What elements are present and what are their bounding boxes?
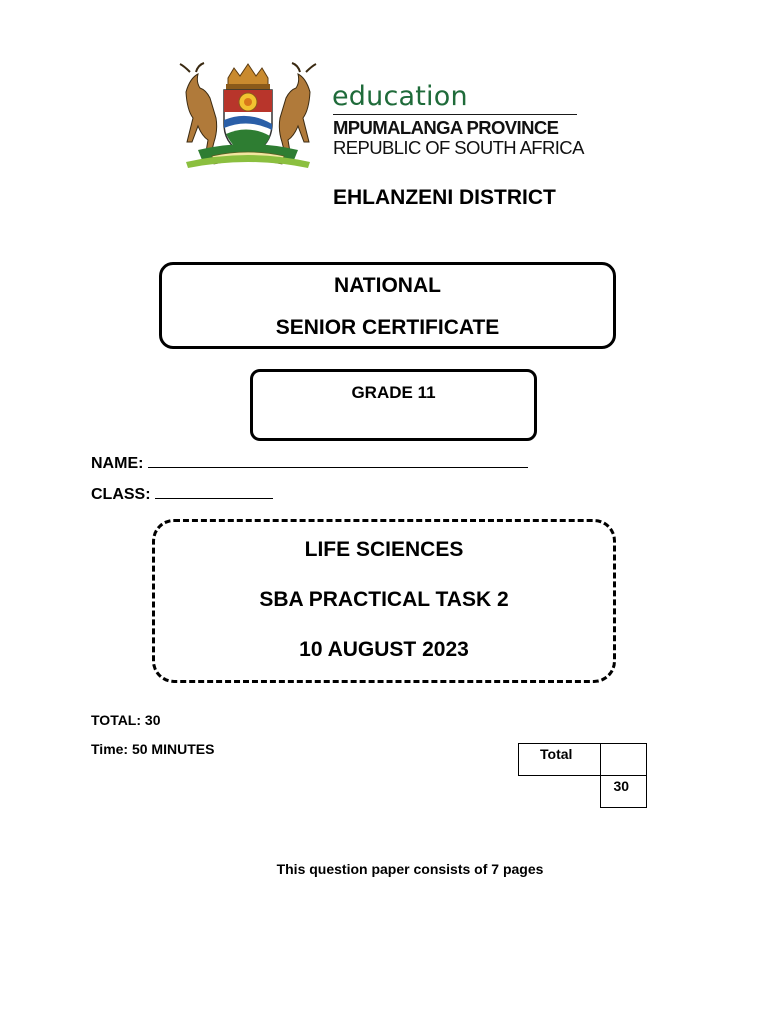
class-field	[91, 484, 273, 505]
table-row	[519, 776, 647, 808]
marks-score-cell[interactable]	[600, 744, 646, 776]
logo-country: REPUBLIC OF SOUTH AFRICA	[333, 137, 584, 158]
certificate-line-2: SENIOR CERTIFICATE	[275, 316, 500, 339]
table-row	[519, 744, 647, 776]
marks-table	[518, 743, 647, 808]
task-title: SBA PRACTICAL TASK 2	[259, 588, 509, 611]
district-heading: EHLANZENI DISTRICT	[333, 186, 556, 209]
subject-box	[152, 519, 616, 683]
marks-max-value: 30	[600, 776, 646, 808]
logo-province: MPUMALANGA PROVINCE	[333, 117, 559, 138]
exam-date: 10 AUGUST 2023	[299, 638, 469, 661]
logo-title: education	[332, 81, 468, 112]
name-blank-line[interactable]	[148, 453, 528, 468]
marks-empty-cell	[519, 776, 601, 808]
class-label: CLASS:	[91, 486, 151, 503]
marks-total-label: Total	[519, 744, 601, 776]
certificate-line-1: NATIONAL	[334, 274, 441, 297]
grade-label: GRADE 11	[351, 383, 436, 402]
grade-box	[250, 369, 537, 441]
class-blank-line[interactable]	[155, 484, 273, 499]
subject-title: LIFE SCIENCES	[304, 538, 464, 561]
name-field	[91, 453, 528, 474]
total-marks: TOTAL: 30	[91, 712, 161, 728]
coat-of-arms-logo	[168, 62, 328, 170]
logo-divider	[333, 114, 577, 115]
name-label: NAME:	[91, 455, 144, 472]
coat-of-arms-icon	[168, 62, 328, 170]
certificate-box	[159, 262, 616, 349]
time-allowed: Time: 50 MINUTES	[91, 741, 215, 757]
page-count-note: This question paper consists of 7 pages	[276, 861, 544, 877]
